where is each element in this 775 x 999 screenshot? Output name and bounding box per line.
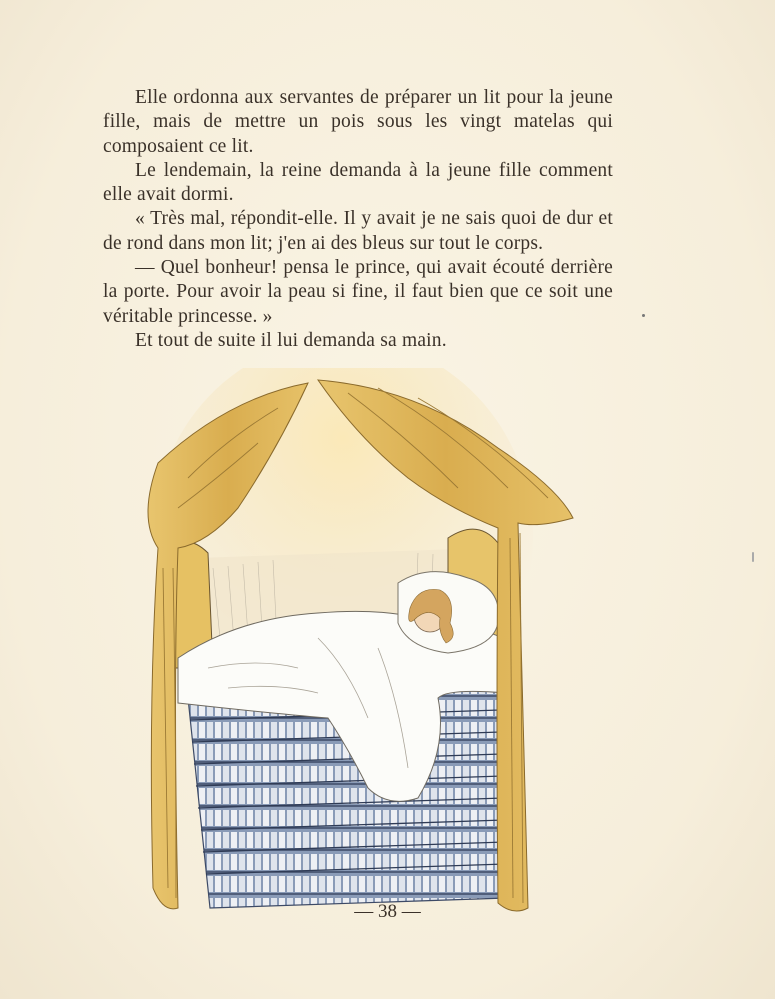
page-number: — 38 — xyxy=(354,901,421,922)
princess-bed-illustration xyxy=(118,368,580,938)
paragraph-3: « Très mal, répondit-elle. Il y avait je ne sais quoi de dur et de rond dans mon lit; j'en ai des bleus sur tout le corps. xyxy=(103,208,613,254)
paragraph-1: Elle ordonna aux servantes de préparer un lit pour la jeune fille, mais de mettre un pois sous les vingt matelas qui composaient ce lit. xyxy=(103,87,613,157)
paragraph-2: Le lendemain, la reine demanda à la jeune fille comment elle avait dormi. xyxy=(103,159,613,206)
margin-speck-2 xyxy=(752,552,754,562)
paragraph-5: Et tout de suite il lui demanda sa main. xyxy=(135,329,447,351)
story-text xyxy=(103,86,613,353)
paragraph-4: — Quel bonheur! pensa le prince, qui avait écouté derrière la porte. Pour avoir la peau si fine, il faut bien que ce soit une véritable princesse. » xyxy=(103,257,613,327)
margin-speck xyxy=(642,314,645,317)
